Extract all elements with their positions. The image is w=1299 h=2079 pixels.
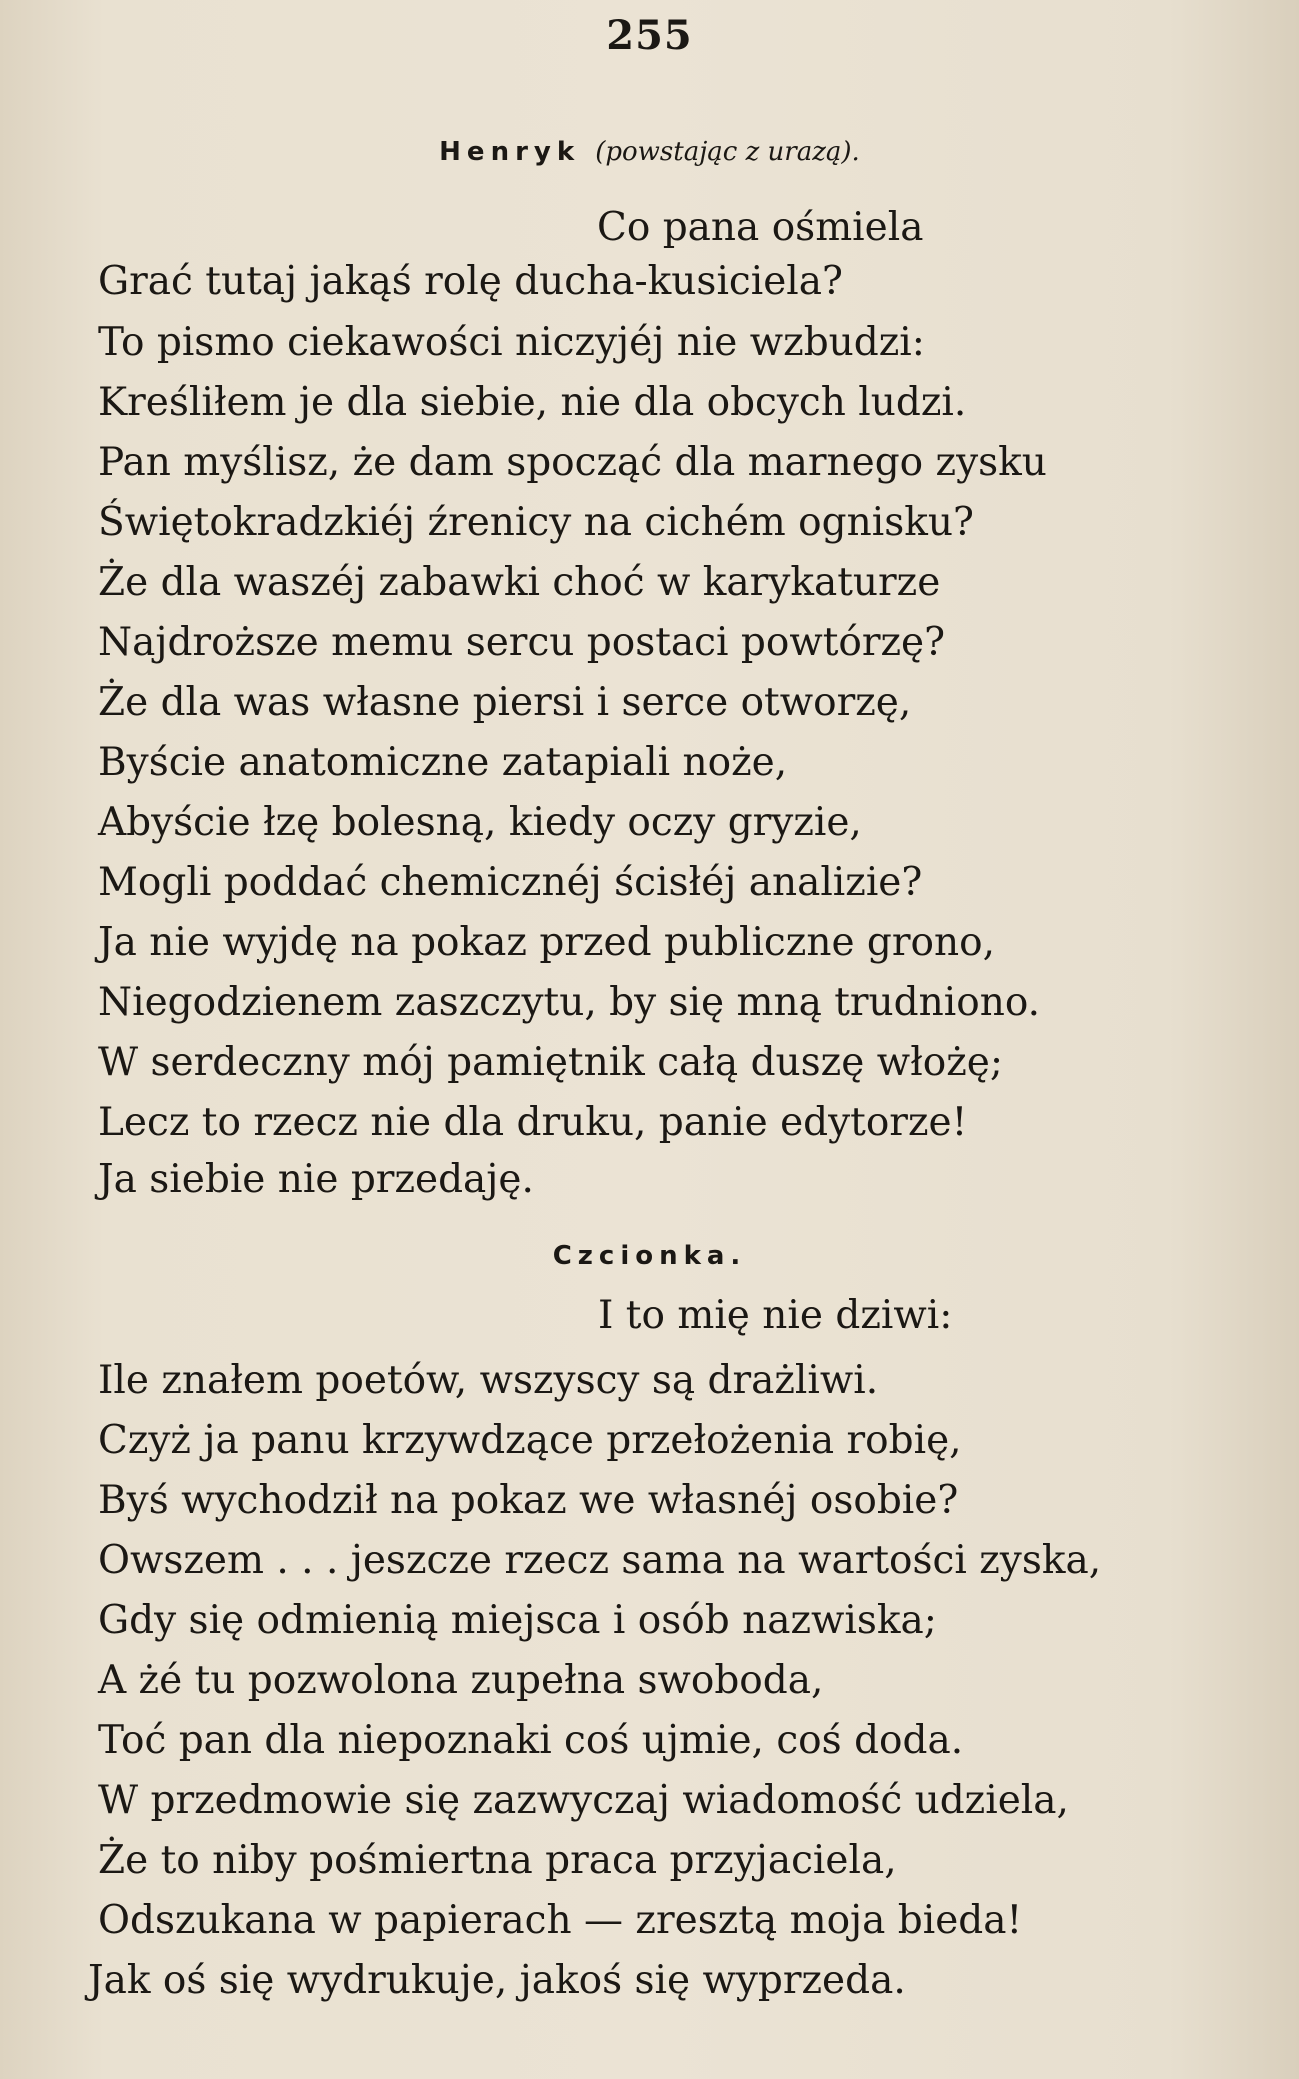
verse-line: Co pana ośmiela — [597, 205, 924, 250]
verse-line: Toć pan dla niepoznaki coś ujmie, coś doda. — [98, 1718, 964, 1763]
verse-line: Jak oś się wydrukuje, jakoś się wyprzeda. — [88, 1958, 906, 2003]
stage-direction: (powstając z urazą). — [595, 137, 860, 167]
verse-line: Najdroższe memu sercu postaci powtórzę? — [98, 620, 946, 665]
verse-line: Byście anatomiczne zatapiali noże, — [98, 740, 788, 785]
verse-line: Że to niby pośmiertna praca przyjaciela, — [98, 1838, 897, 1883]
verse-line: Niegodzienem zaszczytu, by się mną trudniono. — [98, 980, 1041, 1025]
speaker-heading-czcionka — [0, 1241, 1299, 1271]
verse-line: Odszukana w papierach — zresztą moja bieda! — [98, 1898, 1023, 1943]
verse-line: Gdy się odmienią miejsca i osób nazwiska; — [98, 1598, 937, 1643]
verse-line: Abyście łzę bolesną, kiedy oczy gryzie, — [98, 800, 862, 845]
verse-line: Że dla was własne piersi i serce otworzę, — [98, 680, 912, 725]
verse-line: To pismo ciekawości niczyjéj nie wzbudzi: — [98, 320, 925, 365]
speaker-heading-henryk — [0, 137, 1299, 167]
verse-line: Lecz to rzecz nie dla druku, panie edytorze! — [98, 1100, 968, 1145]
verse-line: Świętokradzkiéj źrenicy na cichém ognisku? — [98, 500, 974, 545]
verse-line: W przedmowie się zazwyczaj wiadomość udziela, — [98, 1778, 1069, 1823]
verse-line: Że dla waszéj zabawki choć w karykaturze — [98, 560, 941, 605]
verse-line: Mogli poddać chemicznéj ścisłéj analizie? — [98, 860, 923, 905]
verse-line: Kreśliłem je dla siebie, nie dla obcych ludzi. — [98, 380, 967, 425]
verse-line: Czyż ja panu krzywdzące przełożenia robię, — [98, 1418, 962, 1463]
verse-line: Byś wychodził na pokaz we własnéj osobie? — [98, 1478, 959, 1523]
speaker-name: Czcionka. — [552, 1241, 747, 1271]
verse-line: Ja nie wyjdę na pokaz przed publiczne grono, — [98, 920, 995, 965]
verse-line: I to mię nie dziwi: — [598, 1293, 953, 1338]
verse-line: A żé tu pozwolona zupełna swoboda, — [98, 1658, 824, 1703]
verse-line: Pan myślisz, że dam spocząć dla marnego zysku — [98, 440, 1047, 485]
verse-line: Ja siebie nie przedaję. — [98, 1157, 534, 1202]
verse-line: Owszem . . . jeszcze rzecz sama na wartości zyska, — [98, 1538, 1102, 1583]
verse-line: Ile znałem poetów, wszyscy są drażliwi. — [98, 1358, 879, 1403]
page-number: 255 — [606, 12, 693, 59]
verse-line: W serdeczny mój pamiętnik całą duszę włożę; — [98, 1040, 1003, 1085]
verse-line: Grać tutaj jakąś rolę ducha-kusiciela? — [98, 259, 843, 304]
speaker-name: Henryk — [439, 137, 581, 167]
